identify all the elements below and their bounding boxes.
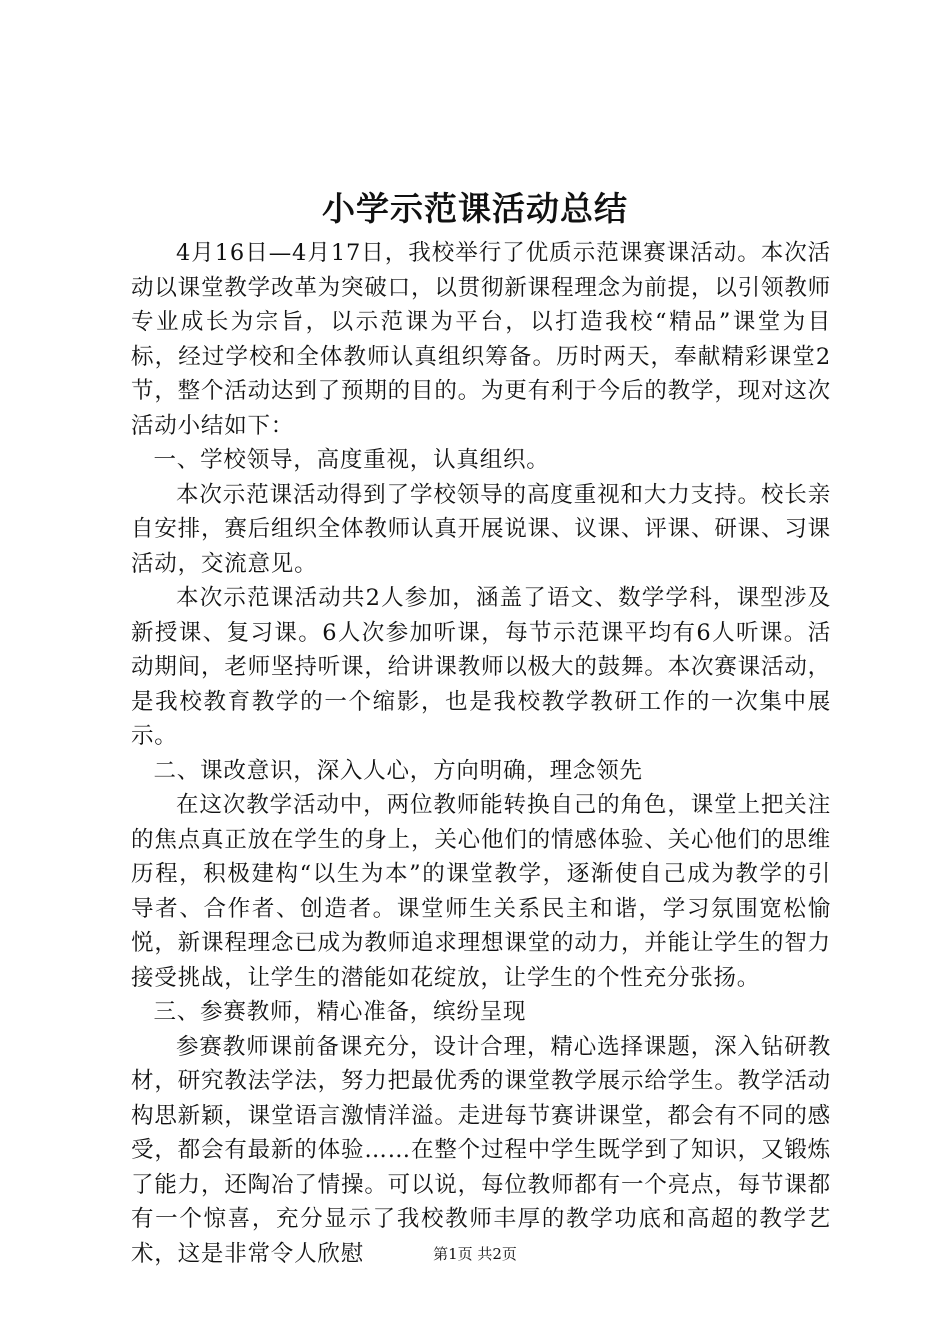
section-1-paragraph-1: 本次示范课活动得到了学校领导的高度重视和大力支持。校长亲自安排，赛后组织全体教师认真开展说课、议课、评课、研课、习课活动，交流意见。 [131,481,831,577]
document-body [131,236,831,1271]
section-3-paragraph-1: 参赛教师课前备课充分，设计合理，精心选择课题，深入钻研教材，研究教法学法，努力把最优秀的课堂教学展示给学生。教学活动构思新颖，课堂语言激情洋溢。走进每节赛讲课堂，都会有不同的感受，都会有最新的体验……在整个过程中学生既学到了知识，又锻炼了能力，还陶冶了情操。可以说，每位教师都有一个亮点，每节课都有一个惊喜，充分显示了我校教师丰厚的教学功底和高超的教学艺术，这是非常令人欣慰 [131,1033,831,1267]
section-1-paragraph-2: 本次示范课活动共2人参加，涵盖了语文、数学学科，课型涉及新授课、复习课。6人次参加听课，每节示范课平均有6人听课。活动期间，老师坚持听课，给讲课教师以极大的鼓舞。本次赛课活动，是我校教育教学的一个缩影，也是我校教学教研工作的一次集中展示。 [131,585,831,749]
section-2-paragraph-1: 在这次教学活动中，两位教师能转换自己的角色，课堂上把关注的焦点真正放在学生的身上，关心他们的情感体验、关心他们的思维历程，积极建构“以生为本”的课堂教学，逐渐使自己成为教学的引导者、合作者、创造者。课堂师生关系民主和谐，学习氛围宽松愉悦，新课程理念已成为教师追求理想课堂的动力，并能让学生的智力接受挑战，让学生的潜能如花绽放，让学生的个性充分张扬。 [131,792,831,991]
section-heading-3: 三、参赛教师，精心准备，缤纷呈现 [153,999,527,1025]
page-footer: 第1页 共2页 [433,1245,517,1263]
intro-paragraph: 4月16日—4月17日，我校举行了优质示范课赛课活动。本次活动以课堂教学改革为突破口，以贯彻新课程理念为前提，以引领教师专业成长为宗旨，以示范课为平台，以打造我校“精品”课堂为目标，经过学校和全体教师认真组织筹备。历时两天，奉献精彩课堂2节，整个活动达到了预期的目的。为更有利于今后的教学，现对这次活动小结如下： [131,240,831,439]
section-heading-2: 二、课改意识，深入人心，方向明确，理念领先 [153,757,643,784]
section-heading-1: 一、学校领导，高度重视，认真组织。 [153,447,550,473]
document-title: 小学示范课活动总结 [322,189,628,228]
